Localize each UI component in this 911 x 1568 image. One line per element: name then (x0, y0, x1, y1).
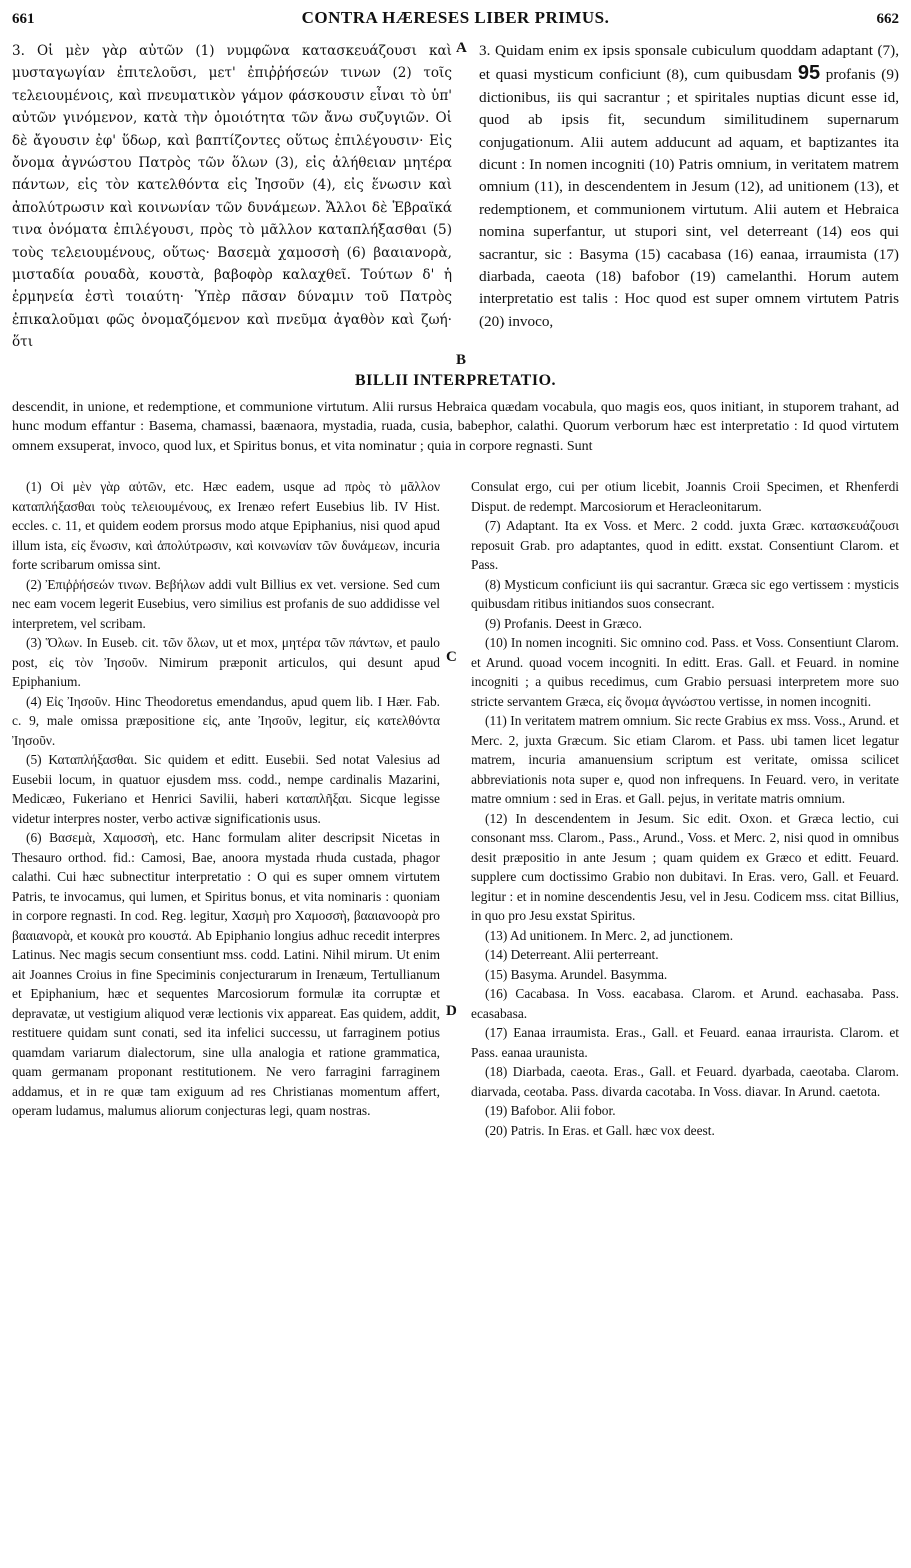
margin-letter-b: B (456, 352, 467, 368)
greek-paragraph: 3. Οἱ μὲν γὰρ αὐτῶν (1) νυμφῶνα κατασκευάζουσι καὶ μυσταγωγίαν ἐπιτελοῦσι, μετ' ἐπιῤῥήσεών τινων (2) τοῖς τελειουμένοις, καὶ πνευματικὸν γάμον φάσκουσιν εἶναι τὸ ὑπ' αὐτῶν γινόμενον, κατὰ τὴν ὁμοιότητα τῶν ἄνω συζυγιῶν. Οἱ δὲ ἄγουσιν ἐφ' ὕδωρ, καὶ βαπτίζοντες οὕτως ἐπιλέγουσιν· Εἰς ὄνομα ἀγνώστου Πατρὸς τῶν ὅλων (3), εἰς ἀλήθειαν μητέρα πάντων, εἰς τὸν κατελθόντα εἰς Ἰησοῦν (4), εἰς ἕνωσιν καὶ ἀπολύτρωσιν καὶ κοινωνίαν τῶν δυνάμεων. Ἄλλοι δὲ Ἑβραϊκά τινα ὀνόματα ἐπιλέγουσι, πρὸς τὸ μᾶλλον καταπλήξασθαι (5) τοὺς τελειουμένους, οὕτως· Βασεμὰ χαμοσσὴ (6) βααιανορὰ, μισταδία ρουαδὰ, κουστὰ, βαβοφὸρ καλαχθεῖ. Τούτων δ' ἡ ἑρμηνεία ἐστὶ τοιαύτη· Ὑπὲρ πᾶσαν δύναμιν τοῦ Πατρὸς ἐπικαλοῦμαι φῶς ὀνομαζόμενον καὶ πνεῦμα ἀγαθὸν καὶ ζωή· ὅτι (12, 43, 452, 351)
footnote: (4) Εἰς Ἰησοῦν. Hinc Theodoretus emendandus, apud quem lib. I Hær. Fab. c. 9, male omissa præpositione εἰς, ante Ἰησοῦν, legitur, εἰς κατελθόντα Ἰησοῦν. (12, 693, 440, 748)
footnote: (5) Καταπλήξασθαι. Sic quidem et editt. Eusebii. Sed notat Valesius ad Eusebii locum, in quatuor ejusdem mss. codd., nempe cardinalis Mazarini, Medicæo, Fukeriano et Henrici Savilii, haberi καταπλῆξαι. Sicque legisse videtur interpres noster, verbo activæ significationis usus. (12, 752, 440, 826)
billii-title: BILLII INTERPRETATIO. (354, 371, 557, 389)
footnote: (1) Οἱ μὲν γὰρ αὐτῶν, etc. Hæc eadem, usque ad πρὸς τὸ μᾶλλον καταπλήξασθαι τοὺς τελειουμένους, ex Irenæo refert Eusebius lib. IV Hist. eccles. c. 11, et quidem eodem prorsus modo atque Epiphanius, nisi quod apud illum ista, εἰς ἕνωσιν, καὶ ἀπολύτρωσιν, καὶ κοινωνίαν τῶν δυνάμεων, incuria forte scribarum omissa sint. (12, 479, 440, 573)
running-title: CONTRA HÆRESES LIBER PRIMUS. (301, 8, 610, 27)
right-page-number: 662 (876, 11, 899, 27)
footnote: (14) Deterreant. Alii perterreant. (485, 947, 659, 963)
footnote: (9) Profanis. Deest in Græco. (485, 615, 642, 631)
latin-paragraph (479, 40, 899, 333)
footnote: (16) Cacabasa. In Voss. eacabasa. Clarom. et Arund. eachasaba. Pass. ecasabasa. (471, 986, 899, 1021)
footnote: (6) Βασεμὰ, Χαμοσσὴ, etc. Hanc formulam aliter descripsit Nicetas in Thesauro orthod. fid.: Camosi, Bae, anoora mystada rhuda custada, phagor calathi. Cui hæc subnectitur interpretatio : O qui es super omnem virtutem Patris, te invocamus, qui lumen, et Spiritus bonus, et vita nominaris : quoniam in corpore regnasti. In cod. Reg. legitur, Χασμὴ pro Χαμοσσὴ, βααιανοορὰ pro βααιανορὰ, et κουκὰ pro κουστά. Ab Epiphanio longius adhuc recedit interpres Latinus. Nec magis secum consentiunt mss. codd. Latini. Nihil mirum. Ut enim ait Joannes Croius in fine Speciminis conjecturarum in Irenæum, Tertullianum et Epiphanium, hæc et sequentes Marcosiorum formulæ ita corruptæ et depravatæ, ut vestigium aliquod veræ lectionis vix appareat. Eas quidem, addit, restituere quidam sunt conati, sed ita infelici successu, ut farraginem potius quamdam variarum dialectorum, sine ulla analogia et ratione grammatica, quam germanam proponant restitutionem. Ne vero farragini farraginem addamus, et in re quæ tam exiguum ad res Christianas momentum affert, operam ludamus, malumus aliorum conjecturas legi, quam nostras. (12, 830, 440, 1119)
footnote: (3) Ὅλων. In Euseb. cit. τῶν ὅλων, ut et mox, μητέρα τῶν πάντων, et paulo post, εἰς τὸν Ἰησοῦν. Nimirum præponit articulos, qui desunt apud Epiphanium. (12, 635, 440, 690)
latin-text-part-1: 3. Quidam enim ex ipsis sponsale cubiculum quoddam adaptant (7), et quasi mysticum conficiunt (8), cum quibusdam (479, 42, 899, 84)
margin-letter-d: D (446, 1003, 457, 1020)
footnote: (13) Ad unitionem. In Merc. 2, ad junctionem. (485, 927, 734, 943)
footnote: Consulat ergo, cui per otium licebit, Joannis Croii Specimen, et Rhenferdi Disput. de redempt. Marcosiorum et Heracleonitarum. (471, 479, 899, 514)
greek-column (12, 40, 452, 354)
margin-letter-a: A (456, 40, 467, 56)
notes-right-column (471, 477, 899, 1140)
page (12, 8, 899, 1140)
footnote: (17) Eanaa irraumista. Eras., Gall. et Feuard. eanaa irraurista. Clarom. et Pass. eanaa uraunista. (471, 1025, 899, 1060)
footnote: (10) In nomen incogniti. Sic omnino cod. Pass. et Voss. Consentiunt Clarom. et Arund. quoad vocem incogniti. In editt. Eras. Gall. et Feuard. in nomine incogniti ; a quibus recedimus, cum Grabio persuasi interpretem more suo stricte servantem Græca, εἰς ὄνομα ἀγνώστου vertisse, in nomen incogniti. (471, 635, 899, 709)
footnote: (15) Basyma. Arundel. Basymma. (485, 966, 668, 982)
footnote: (7) Adaptant. Ita ex Voss. et Merc. 2 codd. juxta Græc. κατασκευάζουσι reposuit Grab. pro adaptantes, quod in editt. exstat. Consentiunt Clarom. et Pass. (471, 518, 899, 573)
notes-left-column (12, 477, 440, 1140)
billii-interpretatio (12, 398, 899, 457)
latin-column (479, 40, 899, 354)
footnote: (20) Patris. In Eras. et Gall. hæc vox deest. (485, 1122, 715, 1138)
left-page-number: 661 (12, 11, 35, 27)
footnote: (18) Diarbada, caeota. Eras., Gall. et Feuard. dyarbada, caeotaba. Clarom. diarvada, ceotaba. Pass. divarda cacotaba. In Voss. diavar. In Arund. caetota. (471, 1064, 899, 1099)
margin-letter-c: C (446, 649, 457, 666)
latin-text-part-2: profanis (9) dictionibus, iis qui sacrantur ; et spiritales nuptias dicunt esse id, quod ab ipsis fit, secundum similitudinem supernarum conjugationum. Alii autem adducunt ad aquam, et baptizantes ita dicunt : In nomen incogniti (10) Patris omnium, in veritatem matrem omnium (11), in descendentem in Jesum (12), ad unitionem (13), et redemptionem, et communionem virtutum. Alii autem et Hebraica nomina superfantur, ut stupori sint, vel deterreant (14) eos qui sacrantur, sic : Basyma (15) cacabasa (16) eanaa, irraumista (17) diarbada, caeota (18) bafobor (19) camelanthi. Horum autem interpretatio est talis : Hoc quod est super omnem virtutem Patris (20) invoco, (479, 66, 899, 330)
billii-paragraph: descendit, in unione, et redemptione, et communione virtutum. Alii rursus Hebraica quædam vocabula, quo magis eos, quos initiant, in stuporem trahant, ad hunc modum effantur : Basema, chamassi, baænaora, mystadia, ruada, cusia, babephor, calathi. Quorum verborum hæc est interpretatio : Id quod virtutem omnem exsuperat, invoco, quod lux, et Spiritus bonus, et vita nominatur ; quia in corpore regnasti. Sunt (12, 399, 899, 455)
main-text (12, 40, 899, 368)
footnote: (11) In veritatem matrem omnium. Sic recte Grabius ex mss. Voss., Arund. et Merc. 2, juxta Græcum. Sic etiam Clarom. et Pass. ubi tamen licet legatur matrem, incuria amanuensium scriptum est veritate, omissa scilicet abbreviationis nota super e, quod non infrequens. In Feuard. vero, in veritate matre omnium : sed in Eras. et Gall. pejus, in veritate matris omnium. (471, 713, 899, 807)
section-number: 95 (797, 62, 821, 85)
footnotes (12, 477, 899, 1140)
footnote: (2) Ἐπιῤῥήσεών τινων. Βεβήλων addi vult Billius ex vet. versione. Sed cum nec eam vocem legerit Eusebius, vero similius est profanis de suo addidisse vel interpretem, vel scribam. (12, 576, 440, 631)
page-header (12, 8, 899, 34)
footnote: (19) Bafobor. Alii fobor. (485, 1103, 616, 1119)
footnote: (12) In descendentem in Jesum. Sic edit. Oxon. et Græca lectio, cui consonant mss. Clarom., Pass., Arund., Voss. et Merc. 2, nisi quod in omnibus desit præpositio in ante Jesum ; quam quidem ex Græco et editt. Feuard. supplere cum doctissimo Grabio non dubitavi. In Eras. vero, Gall. et Feuard. legitur : et in nomine descendentis Jesu, vel in Jesu. Codicem mss. citat Billius, in quo pro Jesu exstat Spiritus. (471, 810, 899, 924)
footnote: (8) Mysticum conficiunt iis qui sacrantur. Græca sic ego vertissem : mysticis quibusdam ritibus initiandos suos consecrant. (471, 576, 899, 612)
